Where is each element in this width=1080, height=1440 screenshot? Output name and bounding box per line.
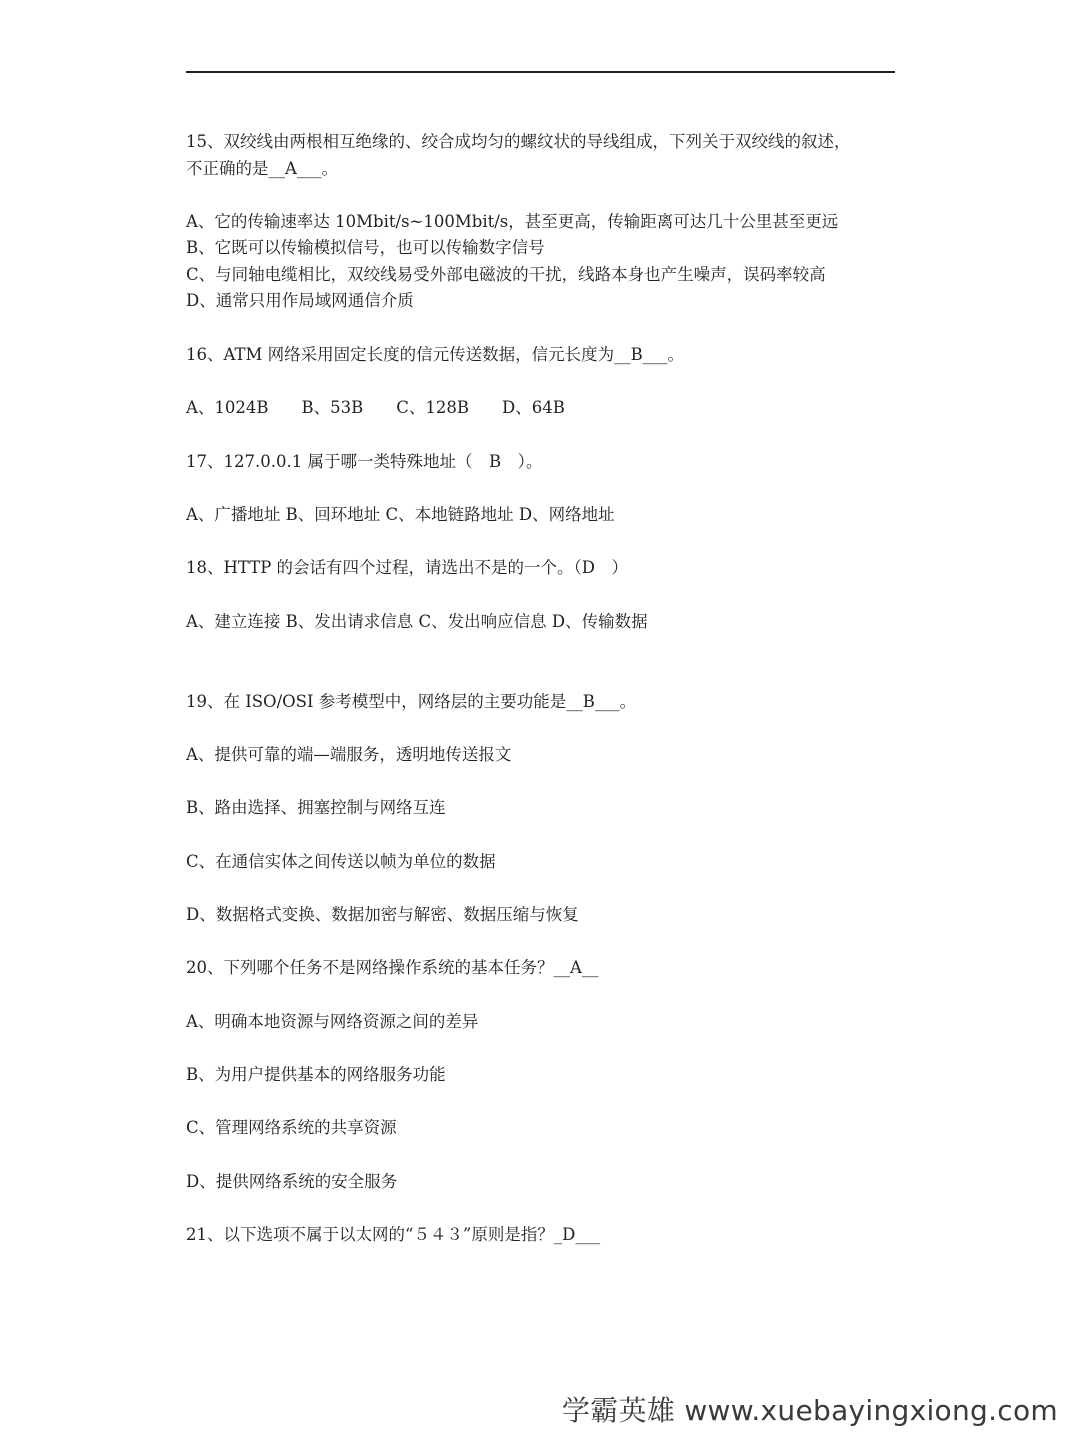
question-15-option-d: D、通常只用作局域网通信介质 — [186, 291, 414, 310]
question-20-option-a: A、明确本地资源与网络资源之间的差异 — [186, 1012, 479, 1031]
header-rule — [186, 71, 895, 73]
question-20-option-c: C、管理网络系统的共享资源 — [186, 1118, 397, 1137]
question-20-option-b: B、为用户提供基本的网络服务功能 — [186, 1065, 446, 1084]
question-15-option-c: C、与同轴电缆相比，双绞线易受外部电磁波的干扰，线路本身也产生噪声，误码率较高 — [186, 265, 826, 284]
question-20-option-d: D、提供网络系统的安全服务 — [186, 1172, 398, 1191]
question-19-option-c: C、在通信实体之间传送以帧为单位的数据 — [186, 852, 496, 871]
question-17-options: A、广播地址 B、回环地址 C、本地链路地址 D、网络地址 — [186, 505, 615, 524]
question-19-option-b: B、路由选择、拥塞控制与网络互连 — [186, 798, 446, 817]
question-15-stem-line-2: 不正确的是__A___。 — [186, 159, 339, 178]
question-19-option-a: A、提供可靠的端—端服务，透明地传送报文 — [186, 745, 512, 764]
question-16-stem: 16、ATM 网络采用固定长度的信元传送数据，信元长度为__B___。 — [186, 345, 685, 364]
question-18-options: A、建立连接 B、发出请求信息 C、发出响应信息 D、传输数据 — [186, 612, 648, 631]
question-15-option-a: A、它的传输速率达 10Mbit/s~100Mbit/s，甚至更高，传输距离可达几十公里甚至更远 — [186, 212, 839, 231]
question-21-stem: 21、以下选项不属于以太网的“５４３”原则是指？_D___ — [186, 1225, 601, 1244]
question-16-options: A、1024B B、53B C、128B D、64B — [186, 398, 565, 417]
question-15-stem-line-1: 15、双绞线由两根相互绝缘的、绞合成均匀的螺纹状的导线组成，下列关于双绞线的叙述， — [186, 132, 851, 151]
question-20-stem: 20、下列哪个任务不是网络操作系统的基本任务？__A__ — [186, 958, 599, 977]
site-watermark: 学霸英雄 www.xuebayingxiong.com — [561, 1394, 1058, 1427]
question-15-option-b: B、它既可以传输模拟信号，也可以传输数字信号 — [186, 238, 545, 257]
question-18-stem: 18、HTTP 的会话有四个过程，请选出不是的一个。（D ） — [186, 558, 629, 577]
question-19-stem: 19、在 ISO/OSI 参考模型中，网络层的主要功能是__B___。 — [186, 692, 637, 711]
question-17-stem: 17、127.0.0.1 属于哪一类特殊地址（ B ）。 — [186, 452, 543, 471]
question-19-option-d: D、数据格式变换、数据加密与解密、数据压缩与恢复 — [186, 905, 579, 924]
